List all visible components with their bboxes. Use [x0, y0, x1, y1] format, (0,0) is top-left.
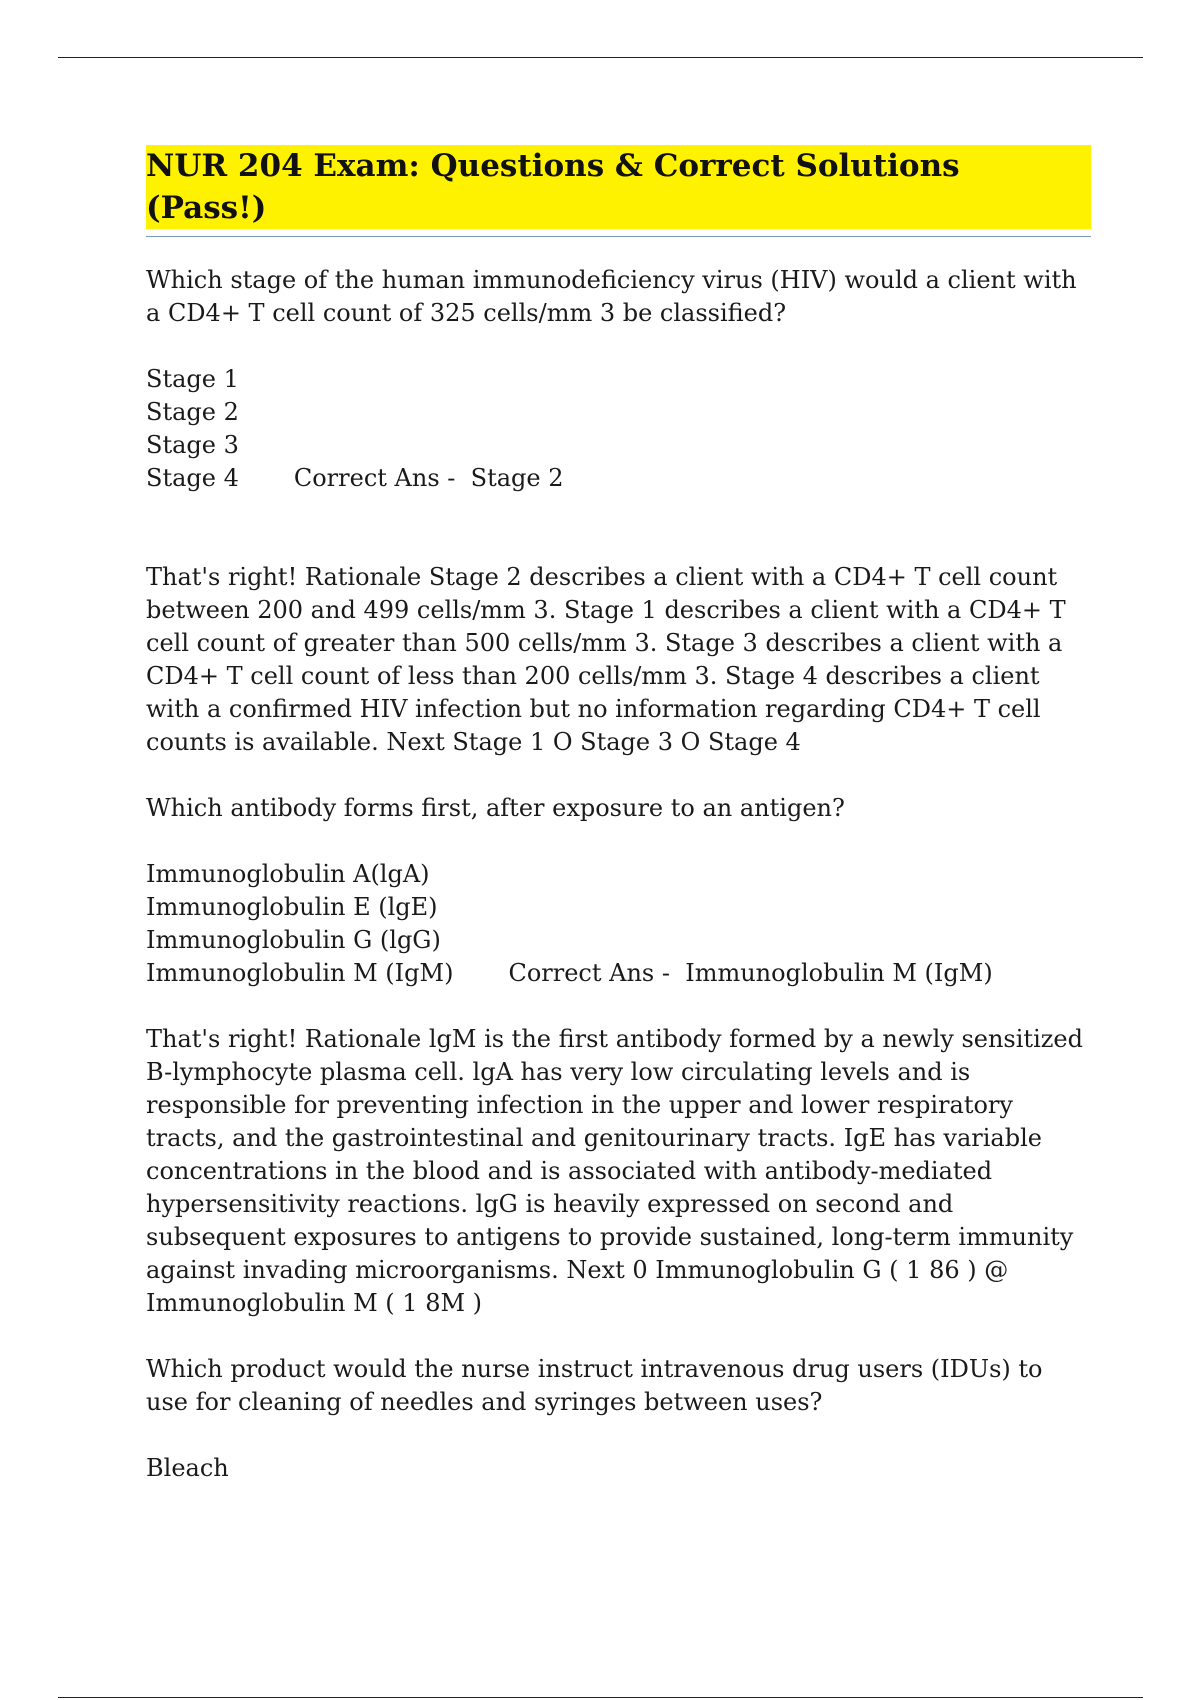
option-item: Bleach	[146, 1454, 229, 1482]
correct-answer: Correct Ans - Immunoglobulin M (IgM)	[508, 959, 993, 987]
document-body	[146, 145, 1091, 1485]
title-block	[146, 145, 1091, 237]
option-item: Immunoglobulin A(lgA)	[146, 860, 430, 888]
option-item: Stage 3	[146, 431, 239, 459]
option-item: Stage 2	[146, 398, 239, 426]
option-item: Immunoglobulin M (IgM)	[146, 959, 454, 987]
correct-answer: Correct Ans - Stage 2	[293, 464, 564, 492]
question-1-rationale: That's right! Rationale Stage 2 describes a client with a CD4+ T cell count between 200 and 499 cells/mm 3. Stage 1 describes a client with a CD4+ T cell count of greater than 500 cells/mm 3. Stage 3 describes a client with a CD4+ T cell count of less than 200 cells/mm 3. Stage 4 describes a client with a confirmed HIV infection but no information regarding CD4+ T cell counts is available. Next Stage 1 O Stage 3 O Stage 4	[146, 563, 1066, 756]
bottom-rule	[58, 1697, 1143, 1698]
option-item: Immunoglobulin E (lgE)	[146, 893, 438, 921]
question-2-text: Which antibody forms first, after exposure to an antigen?	[146, 794, 845, 822]
question-2-rationale: That's right! Rationale lgM is the first antibody formed by a newly sensitized B-lymphocyte plasma cell. lgA has very low circulating levels and is responsible for preventing infection in the upper and lower respiratory tracts, and the gastrointestinal and genitourinary tracts. IgE has variable concentrations in the blood and is associated with antibody-mediated hypersensitivity reactions. lgG is heavily expressed on second and subsequent exposures to antigens to provide sustained, long-term immunity against invading microorganisms. Next 0 Immunoglobulin G ( 1 86 ) @ Immunoglobulin M ( 1 8M )	[146, 1025, 1083, 1317]
document-title: NUR 204 Exam: Questions & Correct Solutions (Pass!)	[146, 145, 1091, 229]
option-item: Stage 4	[146, 464, 239, 492]
question-1-text: Which stage of the human immunodeficiency virus (HIV) would a client with a CD4+ T cell count of 325 cells/mm 3 be classified?	[146, 266, 1077, 327]
option-row-with-answer	[146, 957, 1091, 990]
option-row-with-answer	[146, 462, 1091, 495]
question-3-options	[146, 1452, 1091, 1485]
question-1-options	[146, 363, 1091, 495]
question-3-text: Which product would the nurse instruct intravenous drug users (IDUs) to use for cleaning of needles and syringes between uses?	[146, 1355, 1043, 1416]
question-2-options	[146, 858, 1091, 990]
option-item: Immunoglobulin G (lgG)	[146, 926, 441, 954]
top-rule	[58, 57, 1143, 58]
option-item: Stage 1	[146, 365, 239, 393]
